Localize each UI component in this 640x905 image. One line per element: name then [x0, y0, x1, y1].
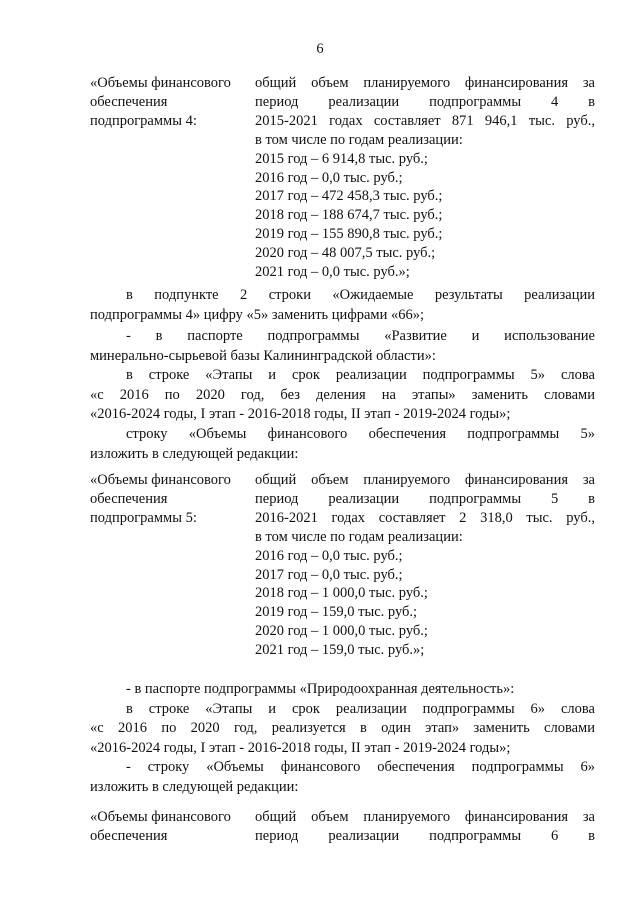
text-line: изложить в следующей редакции:	[90, 445, 299, 462]
label-line: подпрограммы 5:	[90, 509, 197, 526]
label-line: «Объемы финансового	[90, 75, 231, 91]
label-line: обеспечения	[90, 827, 168, 844]
financing-block-5-label	[90, 471, 250, 528]
value-line: 2021 год – 0,0 тыс. руб.»;	[255, 264, 410, 281]
value-line: 2019 год – 159,0 тыс. руб.;	[255, 604, 418, 621]
value-line: общий объем планируемого финансирования за	[255, 809, 595, 825]
value-line: 2018 год – 1 000,0 тыс. руб.;	[255, 585, 428, 602]
value-line: 2017 год – 472 458,3 тыс. руб.;	[255, 188, 443, 205]
text-line: подпрограммы 4» цифру «5» заменить цифрами «66»;	[90, 306, 424, 323]
text-line: «с 2016 по 2020 год, без деления на этапы» заменить словами	[90, 386, 595, 403]
text-line: строку «Объемы финансового обеспечения подпрограммы 5»	[126, 425, 595, 442]
value-line: общий объем планируемого финансирования за	[255, 472, 595, 488]
text-line: «2016-2024 годы, I этап - 2016-2018 годы, II этап - 2019-2024 годы»;	[90, 406, 511, 423]
value-line: 2016-2021 годах составляет 2 318,0 тыс. руб.,	[255, 509, 595, 526]
value-line: в том числе по годам реализации:	[255, 131, 463, 148]
text-line: в подпункте 2 строки «Ожидаемые результаты реализации	[126, 287, 595, 303]
paragraph-subprogram-5	[90, 327, 595, 464]
text-line: - в паспорте подпрограммы «Природоохранная деятельность»:	[126, 681, 515, 697]
value-line: период реализации подпрограммы 6 в	[255, 827, 595, 844]
text-line: изложить в следующей редакции:	[90, 778, 299, 795]
paragraph-subprogram-6	[90, 680, 595, 798]
text-line: минерально-сырьевой базы Калининградской области»:	[90, 347, 436, 364]
value-line: 2015 год – 6 914,8 тыс. руб.;	[255, 150, 428, 167]
financing-block-4-label	[90, 74, 250, 131]
financing-block-4-value	[255, 74, 595, 282]
label-line: подпрограммы 4:	[90, 112, 197, 129]
text-line: - в паспорте подпрограммы «Развитие и использование	[126, 328, 595, 344]
label-line: обеспечения	[90, 93, 168, 110]
text-line: - строку «Объемы финансового обеспечения подпрограммы 6»	[126, 759, 595, 776]
value-line: 2015-2021 годах составляет 871 946,1 тыс. руб.,	[255, 112, 595, 129]
financing-block-6-label	[90, 808, 250, 846]
label-line: «Объемы финансового	[90, 472, 231, 488]
text-line: «2016-2024 годы, I этап - 2016-2018 годы, II этап - 2019-2024 годы»;	[90, 739, 511, 756]
value-line: 2016 год – 0,0 тыс. руб.;	[255, 547, 403, 564]
financing-block-5-value	[255, 471, 595, 660]
value-line: 2018 год – 188 674,7 тыс. руб.;	[255, 207, 443, 224]
value-line: 2021 год – 159,0 тыс. руб.»;	[255, 642, 425, 659]
value-line: 2017 год – 0,0 тыс. руб.;	[255, 566, 403, 583]
financing-block-6-value	[255, 808, 595, 846]
paragraph-results	[90, 286, 595, 325]
value-line: 2016 год – 0,0 тыс. руб.;	[255, 169, 403, 186]
value-line: 2019 год – 155 890,8 тыс. руб.;	[255, 226, 443, 243]
value-line: 2020 год – 48 007,5 тыс. руб.;	[255, 245, 436, 262]
text-line: в строке «Этапы и срок реализации подпрограммы 5» слова	[126, 367, 595, 384]
text-line: в строке «Этапы и срок реализации подпрограммы 6» слова	[126, 700, 595, 717]
value-line: период реализации подпрограммы 4 в	[255, 93, 595, 110]
label-line: обеспечения	[90, 490, 168, 507]
value-line: 2020 год – 1 000,0 тыс. руб.;	[255, 623, 428, 640]
value-line: общий объем планируемого финансирования за	[255, 75, 595, 91]
label-line: «Объемы финансового	[90, 809, 231, 825]
page-number: 6	[316, 41, 324, 57]
value-line: в том числе по годам реализации:	[255, 528, 463, 545]
value-line: период реализации подпрограммы 5 в	[255, 490, 595, 507]
text-line: «с 2016 по 2020 год, реализуется в один этап» заменить словами	[90, 720, 595, 737]
